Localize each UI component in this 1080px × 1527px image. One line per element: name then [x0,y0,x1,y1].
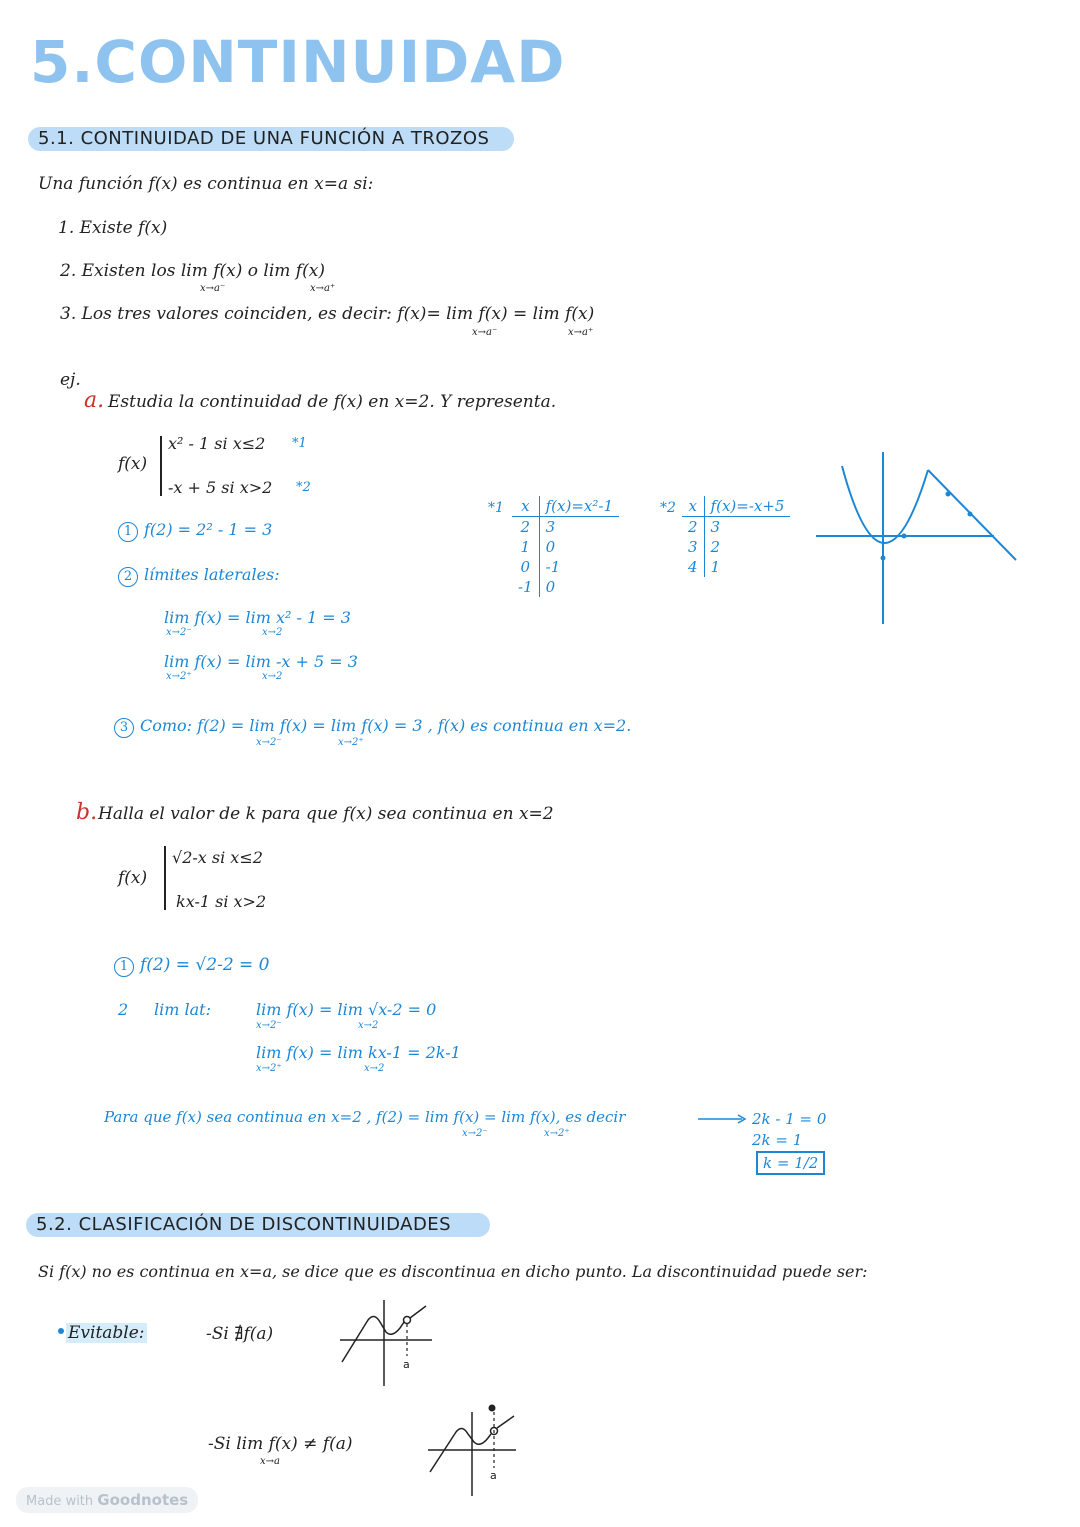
table1-tag: *1 [488,500,504,516]
piece-a-2-tag: *2 [296,480,311,495]
piece-a-1-tag: *1 [292,436,307,451]
case-2-sub: x→a [260,1456,280,1467]
condition-2: 2. Existen los lim f(x) o lim f(x) [60,261,325,281]
function-graph-a [810,448,1030,628]
result-boxed: k = 1/2 [756,1151,825,1175]
axis-label-a: a [490,1469,497,1482]
section-heading: 5.2. CLASIFICACIÓN DE DISCONTINUIDADES [36,1214,452,1235]
piece-a-1: x² - 1 si x≤2 [168,434,266,453]
step-a-1: 1 f(2) = 2² - 1 = 3 [118,520,272,542]
intro-text: Una función f(x) es continua en x=a si: [38,174,374,194]
table2-cell: 3 [682,537,704,557]
table1-cell: 0 [545,538,556,556]
value-table-1 [512,496,619,597]
lim-right-b: lim f(x) = lim kx-1 = 2k-1 [256,1043,461,1062]
conclusion-sub2: x→2⁺ [544,1128,570,1139]
condition-1: 1. Existe f(x) [58,218,168,238]
table2-cell: 4 [682,557,704,577]
section2-intro: Si f(x) no es continua en x=a, se dice que es discontinua en dicho punto. La discontinuidad puede ser: [38,1262,868,1281]
piece-a-2: -x + 5 si x>2 [168,478,273,497]
table2-header-fx: f(x)=-x+5 [704,496,790,517]
step-a-3: 3 Como: f(2) = lim f(x) = lim f(x) = 3 , f(x) es continua en x=2. [114,716,631,738]
section-heading: 5.1. CONTINUIDAD DE UNA FUNCIÓN A TROZOS [38,128,490,149]
bullet [58,1328,64,1334]
table1-header-fx: f(x)=x²-1 [539,496,619,517]
table1-cell: 3 [545,518,556,536]
part-a-letter: a. [84,388,105,413]
table1-cell: 0 [512,557,539,577]
conclusion-b: Para que f(x) sea continua en x=2 , f(2) = lim f(x) = lim f(x), es decir [104,1108,626,1126]
case-1: -Si ∄f(a) [206,1324,274,1344]
lim-left-a-sub2: x→2 [262,627,283,638]
piece-b-1: √2-x si x≤2 [172,848,263,867]
axis-label-a: a [403,1358,410,1371]
type-evitable: Evitable: [68,1323,145,1343]
table2-tag: *2 [660,500,676,516]
brace-b [164,846,166,910]
page-title: 5.CONTINUIDAD [30,28,566,96]
cond3-sub-right: x→a⁺ [568,327,594,338]
cond2-sub-left: x→a⁻ [200,283,226,294]
cond2-sub-right: x→a⁺ [310,283,336,294]
fx-label-a: f(x) [118,454,148,474]
graph-point [946,492,951,497]
graph-point [902,534,907,539]
parabola-curve [842,466,928,543]
step-a-3-sub1: x→2⁻ [256,737,282,748]
example-label: ej. [60,370,81,390]
case-2: -Si lim f(x) ≠ f(a) [208,1434,353,1454]
lim-left-b-sub1: x→2⁻ [256,1020,282,1031]
result-line-1: 2k - 1 = 0 [752,1110,827,1128]
table2-cell: 3 [710,518,721,536]
made-with-badge: Made with Goodnotes [16,1487,198,1513]
cond3-sub-left: x→a⁻ [472,327,498,338]
table1-cell: -1 [512,577,539,597]
lim-right-a-sub1: x→2⁺ [166,671,192,682]
piece-b-2: kx-1 si x>2 [176,892,267,911]
table1-cell: -1 [545,558,561,576]
brace-a [160,436,162,496]
table1-header-x: x [512,496,539,517]
discontinuity-graph-1 [334,1296,438,1388]
table2-header-x: x [682,496,704,517]
part-a-statement: Estudia la continuidad de f(x) en x=2. Y representa. [108,392,557,412]
discontinuity-graph-2 [424,1402,520,1498]
lim-right-b-sub2: x→2 [364,1063,385,1074]
table2-cell: 2 [682,517,704,538]
lim-right-a-sub2: x→2 [262,671,283,682]
lim-right-b-sub1: x→2⁺ [256,1063,282,1074]
value-table-2 [682,496,790,577]
lim-left-a: lim f(x) = lim x² - 1 = 3 [164,608,351,627]
lim-right-a: lim f(x) = lim -x + 5 = 3 [164,652,358,671]
step-b-2-num: 2 [118,1000,129,1019]
lim-left-b: lim f(x) = lim √x-2 = 0 [256,1000,437,1019]
step-b-1: 1 f(2) = √2-2 = 0 [114,955,270,977]
lim-left-a-sub1: x→2⁻ [166,627,192,638]
open-point [404,1317,411,1324]
graph-point [881,556,886,561]
table1-cell: 0 [545,578,556,596]
table1-cell: 1 [512,537,539,557]
condition-3: 3. Los tres valores coinciden, es decir: f(x)= lim f(x) = lim f(x) [60,304,595,324]
table1-cell: 2 [512,517,539,538]
table2-cell: 1 [710,558,721,576]
filled-point [489,1405,496,1412]
result-line-2: 2k = 1 [752,1131,803,1149]
arrow-icon [698,1112,748,1126]
step-b-2-label: lim lat: [154,1000,211,1019]
lim-left-b-sub2: x→2 [358,1020,379,1031]
fx-label-b: f(x) [118,868,148,888]
step-a-3-sub2: x→2⁺ [338,737,364,748]
part-b-letter: b. [76,800,98,825]
part-b-statement: Halla el valor de k para que f(x) sea continua en x=2 [98,804,554,824]
step-a-2: 2 límites laterales: [118,565,280,587]
conclusion-sub1: x→2⁻ [462,1128,488,1139]
graph-point [968,512,973,517]
table2-cell: 2 [710,538,721,556]
